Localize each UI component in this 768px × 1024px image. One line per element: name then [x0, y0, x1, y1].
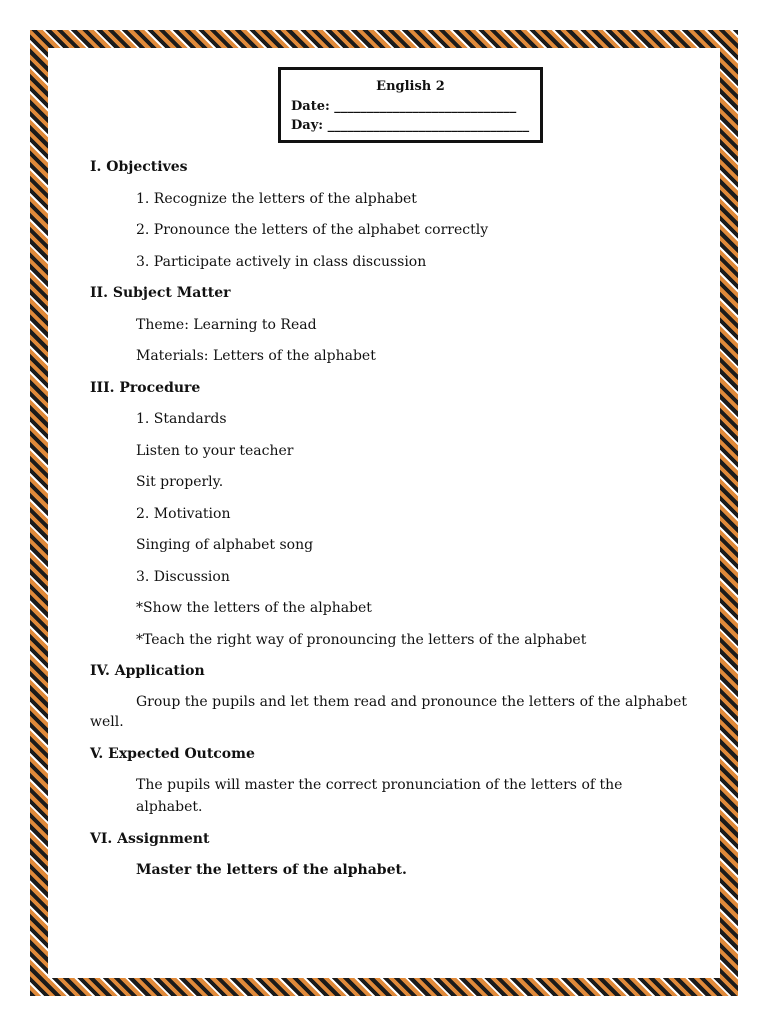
subject-matter-item: Theme: Learning to Read: [136, 316, 317, 333]
objective-item: 2. Pronounce the letters of the alphabet correctly: [136, 222, 489, 238]
procedure-item: *Show the letters of the alphabet: [136, 600, 372, 616]
procedure-heading: III. Procedure: [90, 379, 201, 396]
assignment-heading: VI. Assignment: [90, 830, 210, 847]
subject-matter-item: Materials: Letters of the alphabet: [136, 348, 376, 364]
procedure-item: *Teach the right way of pronouncing the letters of the alphabet: [136, 631, 587, 648]
expected-outcome-heading: V. Expected Outcome: [90, 745, 255, 762]
procedure-item: Singing of alphabet song: [136, 537, 314, 553]
header-box: [278, 67, 543, 143]
subject-title: English 2: [376, 79, 445, 94]
application-heading: IV. Application: [90, 663, 205, 679]
application-text: Group the pupils and let them read and pronounce the letters of the alphabet well.: [90, 693, 688, 730]
objectives-heading: I. Objectives: [90, 159, 188, 175]
objective-item: 1. Recognize the letters of the alphabet: [136, 190, 417, 207]
date-field: Date: ____________________________: [291, 99, 517, 114]
assignment-text: Master the letters of the alphabet.: [136, 862, 407, 878]
procedure-item: Listen to your teacher: [136, 442, 294, 459]
procedure-item: Sit properly.: [136, 474, 224, 490]
procedure-item: 2. Motivation: [136, 505, 231, 522]
lesson-plan-body: [90, 156, 690, 891]
day-field: Day: _______________________________: [291, 118, 530, 133]
procedure-item: 3. Discussion: [136, 568, 230, 585]
subject-matter-heading: II. Subject Matter: [90, 285, 231, 301]
procedure-item: 1. Standards: [136, 411, 227, 427]
expected-outcome-text: The pupils will master the correct pronunciation of the letters of the alphabet.: [136, 777, 623, 815]
objective-item: 3. Participate actively in class discussion: [136, 253, 427, 270]
